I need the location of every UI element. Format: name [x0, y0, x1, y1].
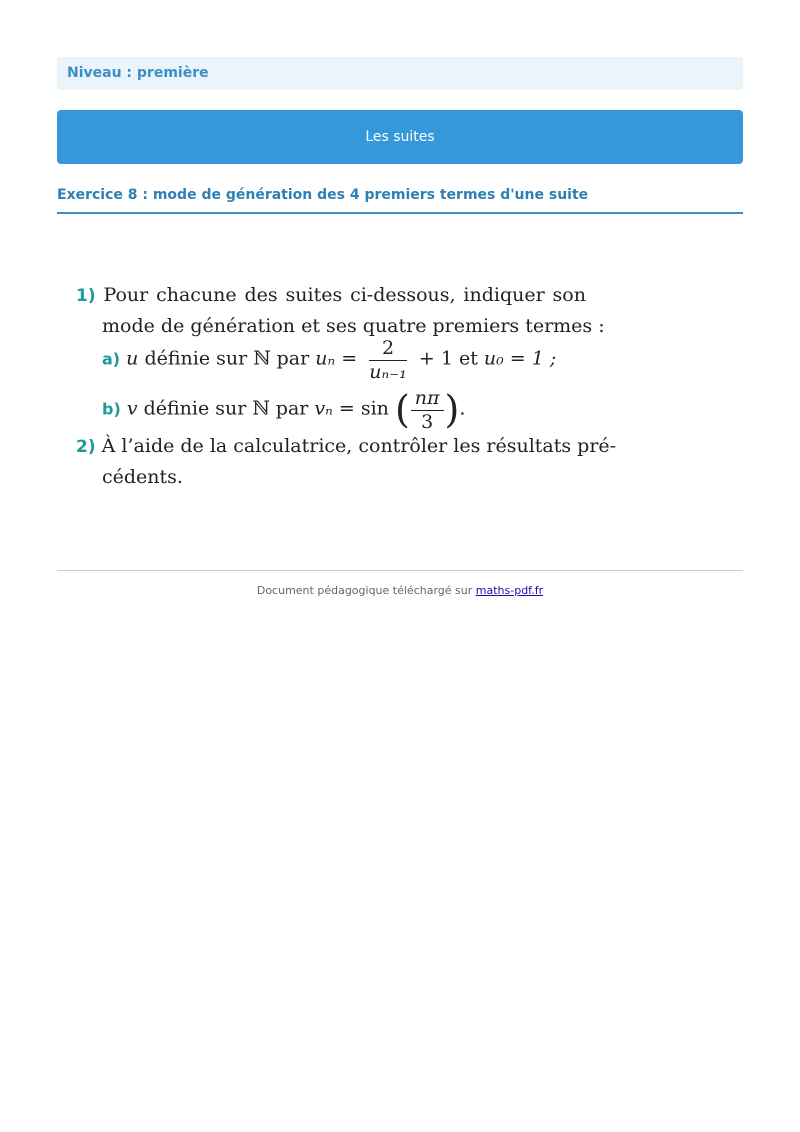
question-a-lhs: uₙ [315, 347, 336, 370]
question-a-variable: u [126, 347, 139, 370]
chapter-title: Les suites [365, 129, 435, 145]
question-b-end: . [459, 397, 466, 420]
question-a-numerator: 2 [369, 336, 407, 361]
question-b-equals-sin: = sin [338, 397, 389, 420]
question-2-text: À l’aide de la calculatrice, contrôler les résultats pré- [101, 435, 617, 457]
question-2-number: 2) [76, 437, 96, 457]
question-b-numerator: nπ [411, 386, 444, 411]
right-paren: ) [444, 387, 460, 432]
question-a-fraction [369, 336, 407, 383]
level-label: Niveau : première [57, 57, 743, 90]
question-b-variable: v [126, 397, 138, 420]
question-a-equals: = [341, 347, 358, 370]
question-b [102, 386, 465, 438]
question-a-initial: u₀ = 1 ; [483, 347, 557, 370]
question-a-rest: + 1 et [418, 347, 478, 370]
question-b-lhs: vₙ [314, 397, 333, 420]
footer-text: Document pédagogique téléchargé sur [256, 584, 473, 597]
question-b-text: définie sur ℕ par [143, 397, 309, 420]
question-a-label: a) [102, 349, 121, 369]
footer-divider [57, 570, 743, 571]
question-a-denominator: uₙ₋₁ [369, 361, 407, 383]
question-2-line-2: cédents. [102, 466, 183, 488]
chapter-banner [57, 110, 743, 164]
question-a-text: définie sur ℕ par [144, 347, 310, 370]
question-b-fraction [411, 386, 444, 433]
footer [0, 584, 800, 597]
question-b-denominator: 3 [421, 411, 434, 433]
question-1-number: 1) [76, 286, 96, 306]
question-2-line-1 [76, 435, 617, 457]
question-b-label: b) [102, 399, 121, 419]
footer-link[interactable]: maths-pdf.fr [475, 584, 544, 597]
question-a [102, 336, 556, 392]
question-1-line-1 [76, 284, 586, 306]
exercise-title: Exercice 8 : mode de génération des 4 premiers termes d'une suite [57, 186, 743, 214]
left-paren: ( [394, 387, 410, 432]
question-1-text: Pour chacune des suites ci-dessous, indiquer son [103, 284, 586, 306]
question-1-line-2: mode de génération et ses quatre premiers termes : [102, 315, 605, 337]
